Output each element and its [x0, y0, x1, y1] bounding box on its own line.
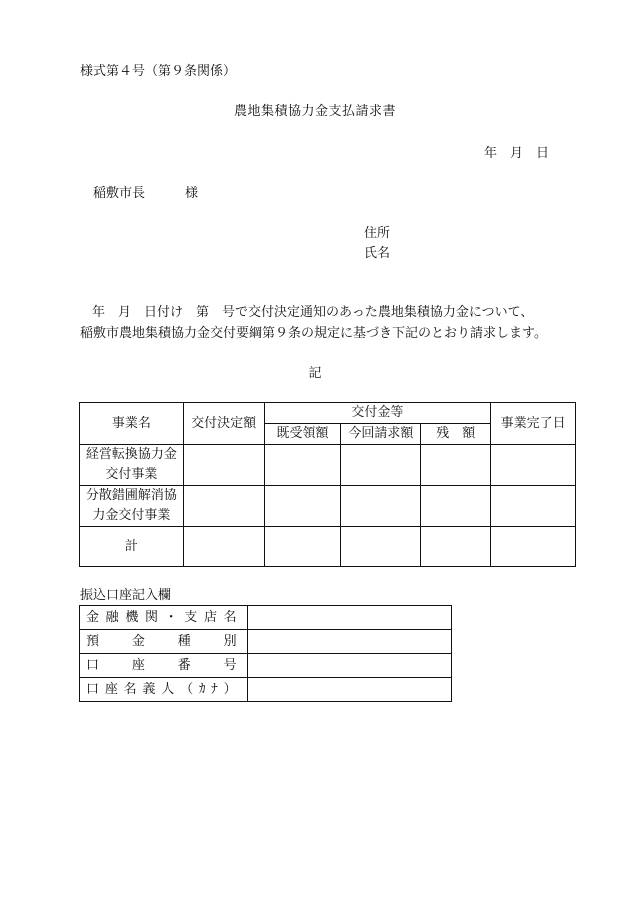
address-label: 住所	[364, 226, 391, 241]
table-row	[80, 445, 576, 486]
addressee-name: 稲敷市長	[93, 186, 146, 201]
row-decision-amount-cell[interactable]	[183, 445, 264, 486]
account-section-title: 振込口座記入欄	[80, 588, 172, 603]
header-balance: 残 額	[421, 424, 491, 445]
row-name-line-2: 力金交付事業	[92, 508, 171, 523]
header-decision-amount: 交付決定額	[183, 403, 264, 445]
account-row	[80, 678, 452, 702]
account-value-account-number[interactable]	[247, 654, 451, 678]
account-row	[80, 606, 452, 630]
account-value-deposit-type[interactable]	[247, 630, 451, 654]
form-number: 様式第４号（第９条関係）	[80, 64, 237, 79]
body-text-line-2: 稲敷市農地集積協力金交付要綱第９条の規定に基づき下記のとおり請求します。	[80, 326, 547, 341]
date-line: 年 月 日	[484, 146, 550, 161]
row-project-name	[80, 486, 184, 527]
row-completion-date-cell[interactable]	[491, 445, 576, 486]
header-current-request: 今回請求額	[341, 424, 421, 445]
body-text-line-1: 年 月 日付け 第 号で交付決定通知のあった農地集積協力金について、	[92, 305, 534, 320]
account-label-account-holder: 口座名義人（ｶﾅ）	[80, 678, 248, 702]
total-received-cell[interactable]	[264, 527, 341, 567]
row-balance-cell[interactable]	[421, 486, 491, 527]
total-completion-date-cell[interactable]	[491, 527, 576, 567]
header-grant-group: 交付金等	[264, 403, 491, 424]
row-balance-cell[interactable]	[421, 445, 491, 486]
row-received-cell[interactable]	[264, 486, 341, 527]
grant-table	[79, 402, 576, 567]
row-received-cell[interactable]	[264, 445, 341, 486]
account-value-bank-branch[interactable]	[247, 606, 451, 630]
header-completion-date: 事業完了日	[491, 403, 576, 445]
addressee	[93, 186, 198, 202]
addressee-honorific: 様	[185, 186, 199, 201]
total-decision-amount-cell[interactable]	[183, 527, 264, 567]
account-label-account-number: 口座番号	[80, 654, 248, 678]
table-row	[80, 486, 576, 527]
account-table	[79, 605, 452, 702]
total-balance-cell[interactable]	[421, 527, 491, 567]
row-name-line-2: 交付事業	[105, 467, 158, 482]
name-label: 氏名	[364, 246, 391, 261]
row-project-name	[80, 445, 184, 486]
row-completion-date-cell[interactable]	[491, 486, 576, 527]
row-name-line-1: 経営転換協力金	[85, 447, 177, 462]
account-row	[80, 654, 452, 678]
account-label-bank-branch: 金融機関・支店名	[80, 606, 248, 630]
header-received: 既受領額	[264, 424, 341, 445]
row-name-line-1: 分散錯圃解消協	[85, 488, 177, 503]
ki-heading: 記	[308, 366, 322, 381]
header-project-name: 事業名	[80, 403, 184, 445]
total-row	[80, 527, 576, 567]
row-current-request-cell[interactable]	[341, 445, 421, 486]
account-row	[80, 630, 452, 654]
document-title: 農地集積協力金支払請求書	[233, 104, 396, 119]
row-current-request-cell[interactable]	[341, 486, 421, 527]
account-value-account-holder[interactable]	[247, 678, 451, 702]
account-label-deposit-type: 預金種別	[80, 630, 248, 654]
total-current-request-cell[interactable]	[341, 527, 421, 567]
total-label: 計	[80, 527, 184, 567]
row-decision-amount-cell[interactable]	[183, 486, 264, 527]
table-header-row	[80, 403, 576, 424]
